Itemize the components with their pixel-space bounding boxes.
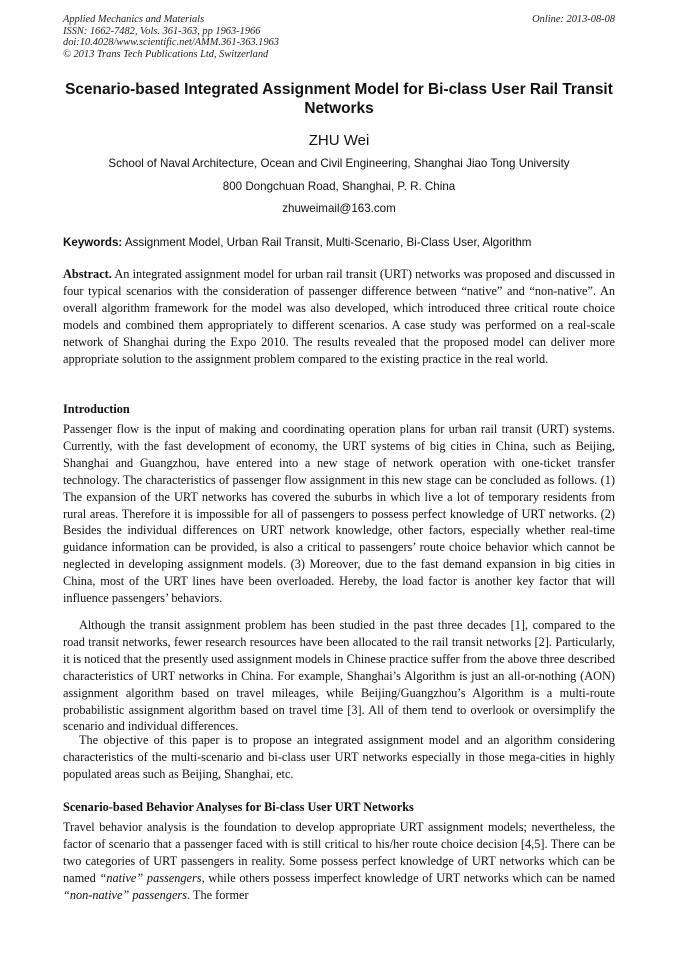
- scenario-text-c: . The former: [187, 887, 249, 902]
- author-address: 800 Dongchuan Road, Shanghai, P. R. China: [222, 180, 456, 193]
- author-email: zhuweimail@163.com: [282, 202, 396, 215]
- introduction-paragraph-3: [63, 732, 615, 783]
- abstract-paragraph: [63, 266, 615, 367]
- author-affiliation: School of Naval Architecture, Ocean and Civil Engineering, Shanghai Jiao Tong University: [108, 157, 570, 170]
- native-passengers-term: “native” passengers: [99, 870, 202, 885]
- abstract-text: An integrated assignment model for urban rail transit (URT) networks was proposed and discussed in four typical scenarios with the consideration of passenger difference between “native” and “non-native”. An overall algorithm framework for the model was also developed, which introduced three critical route choice models and combined them appropriately to different scenarios. A case study was performed on a real-scale network of Shanghai during the Expo 2010. The results revealed that the proposed model can deliver more appropriate solution to the assignment problem compared to the existing practice in the real world.: [63, 267, 615, 366]
- scenario-text-a: Travel behavior analysis is the foundation to develop appropriate URT assignment models; nevertheless, the factor of scenario that a passenger faced with is still critical to his/her route choice decision [4,5]. There can be two categories of URT passengers in reality. Some possess perfect knowledge of URT networks which can be named: [63, 820, 615, 885]
- paper-title: Scenario-based Integrated Assignment Model for Bi-class User Rail Transit Networks: [65, 81, 613, 117]
- non-native-passengers-term: “non-native” passengers: [63, 887, 187, 902]
- section-heading-introduction: Introduction: [63, 402, 130, 416]
- scenario-paragraph-1: [63, 819, 615, 904]
- online-date: Online: 2013-08-08: [532, 14, 615, 25]
- issn-line: ISSN: 1662-7482, Vols. 361-363, pp 1963-1966: [63, 25, 261, 37]
- keywords-line: [63, 236, 615, 250]
- journal-name: Applied Mechanics and Materials: [63, 14, 205, 25]
- abstract-label: Abstract.: [63, 267, 112, 281]
- doi-line: doi:10.4028/www.scientific.net/AMM.361-363.1963: [63, 37, 279, 49]
- journal-header: [63, 14, 615, 60]
- keywords-text: Assignment Model, Urban Rail Transit, Multi-Scenario, Bi-Class User, Algorithm: [122, 236, 532, 249]
- scenario-text-b: , while others possess imperfect knowledge of URT networks which can be named: [201, 870, 615, 885]
- introduction-paragraph-2-text: Although the transit assignment problem has been studied in the past three decades [1], compared to the road transit networks, fewer research resources have been allocated to the rail transit networks [2]. Particularly, it is noticed that the presently used assignment models in Chinese practice suffer from the above three described characteristics of URT networks in China. For example, Shanghai’s Algorithm is just an all-or-nothing (AON) assignment algorithm based on travel mileages, while Beijing/Guangzhou’s Algorithm is a multi-route probabilistic assignment algorithm based on travel time [3]. All of them tend to overlook or oversimplify the scenario and individual differences.: [63, 618, 615, 734]
- introduction-paragraph-3-text: The objective of this paper is to propose an integrated assignment model and an algorithm considering characteristics of the multi-scenario and bi-class user URT networks especially in those mega-cities in highly populated areas such as Beijing, Shanghai, etc.: [63, 733, 615, 781]
- keywords-label: Keywords:: [63, 236, 123, 249]
- introduction-paragraph-1: Passenger flow is the input of making and coordinating operation plans for urban rail transit (URT) systems. Currently, with the fast development of economy, the URT systems of big cities in China, such as Beijing, Shanghai and Guangzhou, have entered into a new stage of network operation with one-ticket transfer technology. The characteristics of passenger flow assignment in this new stage can be concluded as follows. (1) The expansion of the URT networks has covered the suburbs in which live a lot of temporary residents from rural areas. Therefore it is impossible for all of passengers to possess perfect knowledge of URT networks. (2) Besides the individual differences on URT network knowledge, other factors, especially whether real-time guidance information can be provided, is also a critical to passengers’ route choice behavior which cannot be neglected in developing assignment models. (3) Moreover, due to the fast demand expansion in big cities in China, most of the URT lines have been overloaded. Hereby, the load factor is another key factor that will influence passengers’ behaviors.: [63, 422, 615, 606]
- introduction-paragraph-2: [63, 617, 615, 735]
- paper-author: ZHU Wei: [308, 132, 370, 149]
- copyright-line: © 2013 Trans Tech Publications Ltd, Switzerland: [63, 48, 269, 60]
- section-heading-scenario: Scenario-based Behavior Analyses for Bi-class User URT Networks: [63, 800, 414, 814]
